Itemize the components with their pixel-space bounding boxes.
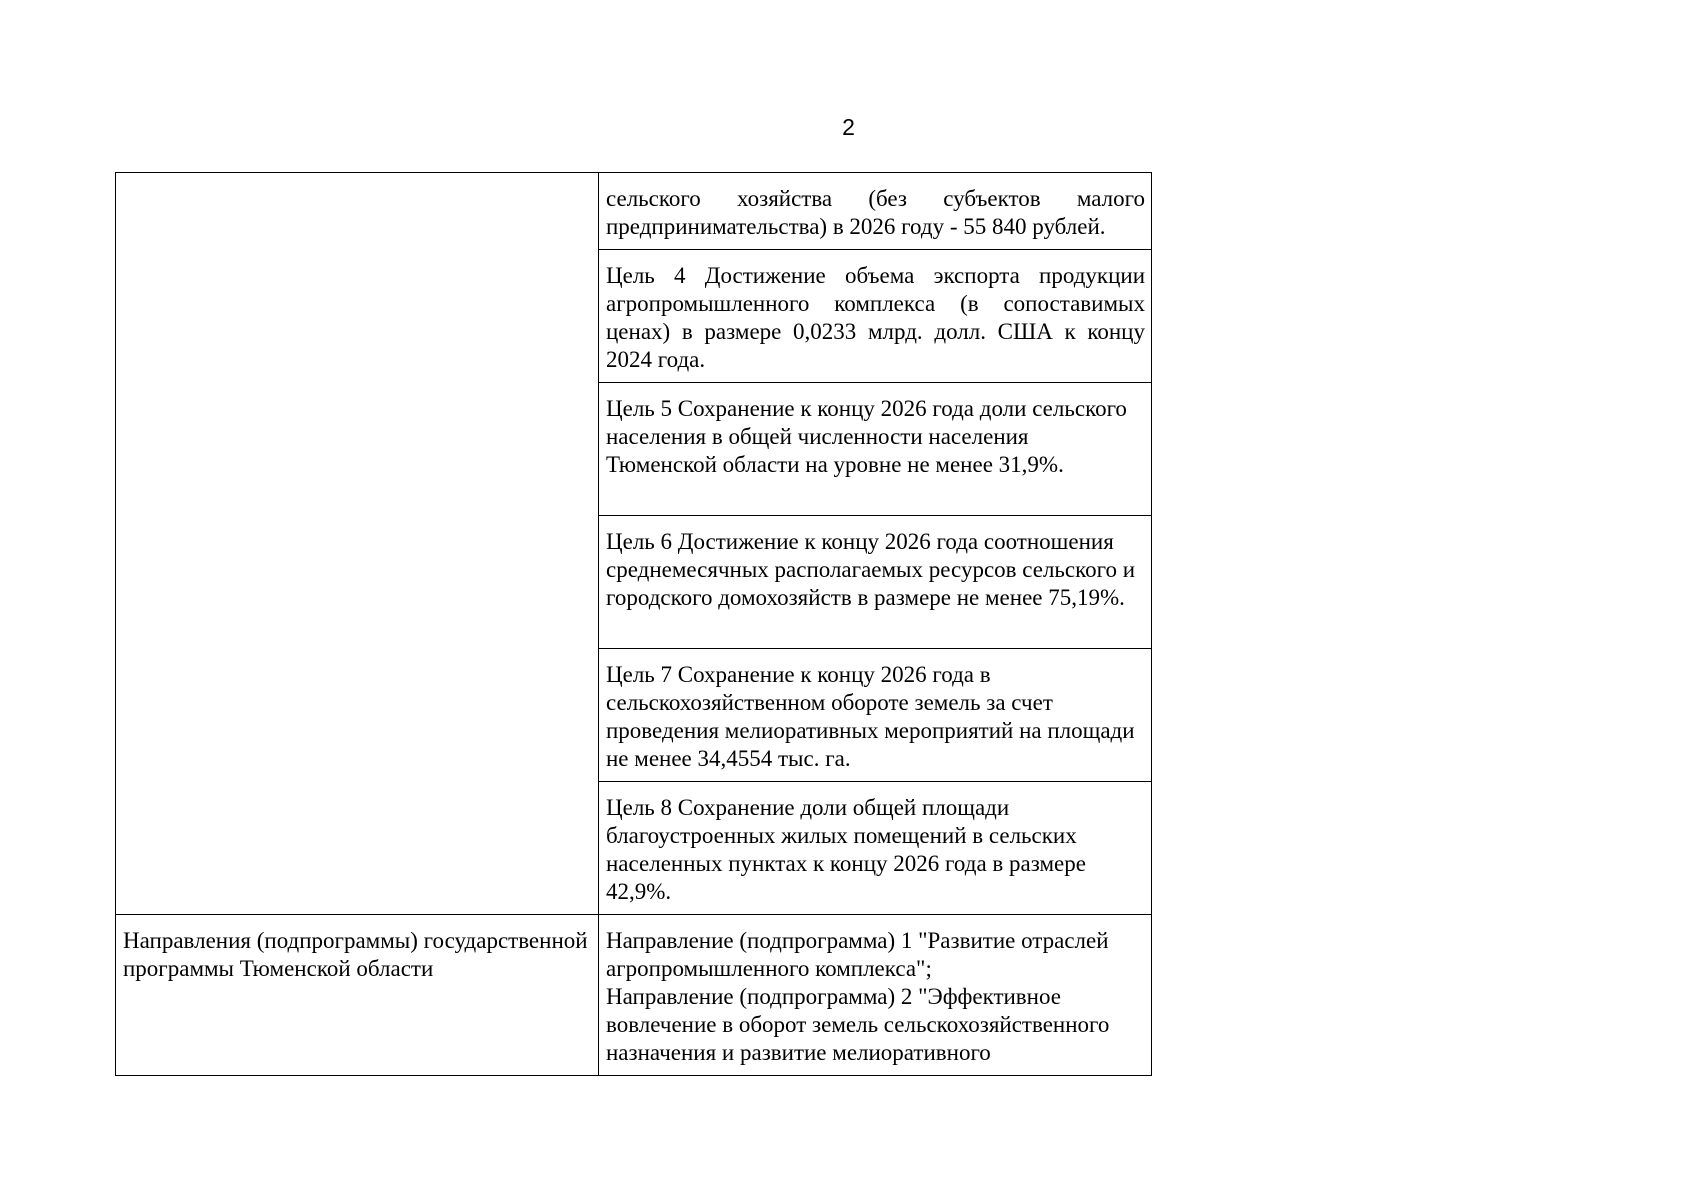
program-passport-table xyxy=(115,172,1152,1076)
table-row xyxy=(116,173,1152,250)
page-number: 2 xyxy=(842,114,855,140)
directions-label-cell: Направления (подпрограммы) государственной программы Тюменской области xyxy=(116,915,599,1076)
directions-value-cell xyxy=(599,915,1152,1076)
direction-item: Направление (подпрограмма) 2 "Эффективное вовлечение в оборот земель сельскохозяйственного назначения и развитие мелиоративного xyxy=(606,984,1110,1065)
table-row xyxy=(116,915,1152,1076)
goal-4-cell: Цель 4 Достижение объема экспорта продукции агропромышленного комплекса (в сопоставимых ценах) в размере 0,0233 млрд. долл. США к концу 2024 года. xyxy=(599,250,1152,383)
goal-8-cell: Цель 8 Сохранение доли общей площади благоустроенных жилых помещений в сельских населенных пунктах к концу 2026 года в размере 42,9%. xyxy=(599,782,1152,915)
goal-5-cell: Цель 5 Сохранение к концу 2026 года доли сельского населения в общей численности населения Тюменской области на уровне не менее 31,9%. xyxy=(599,383,1152,516)
goal-cell-continued: сельского хозяйства (без субъектов малого предпринимательства) в 2026 году - 55 840 рублей. xyxy=(599,173,1152,250)
goal-7-cell: Цель 7 Сохранение к концу 2026 года в сельскохозяйственном обороте земель за счет проведения мелиоративных мероприятий на площади не менее 34,4554 тыс. га. xyxy=(599,649,1152,782)
goal-6-cell: Цель 6 Достижение к концу 2026 года соотношения среднемесячных располагаемых ресурсов сельского и городского домохозяйств в размере не менее 75,19%. xyxy=(599,516,1152,649)
goals-label-cell xyxy=(116,173,599,915)
direction-item: Направление (подпрограмма) 1 "Развитие отраслей агропромышленного комплекса"; xyxy=(606,928,1109,981)
